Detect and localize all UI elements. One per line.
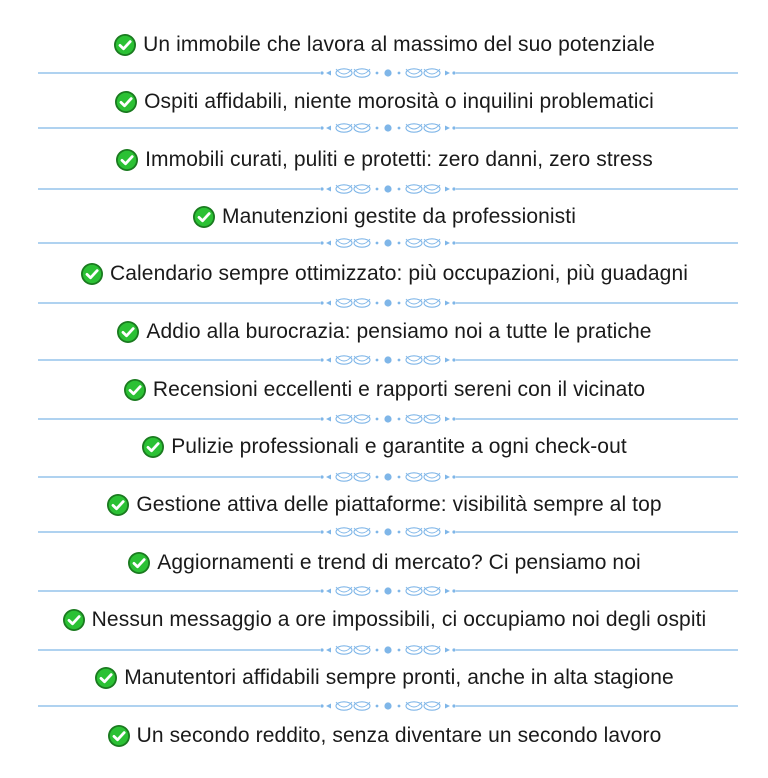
ornament-divider: [38, 121, 738, 135]
ornament-divider: [38, 296, 738, 310]
item-text: Aggiornamenti e trend di mercato? Ci pensiamo noi: [157, 551, 641, 574]
item-text: Manutenzioni gestite da professionisti: [221, 205, 576, 228]
check-circle-icon: [115, 148, 139, 172]
item-text: Ospiti affidabili, niente morosità o inquilini problematici: [144, 90, 654, 113]
list-item: [0, 145, 768, 175]
check-circle-icon: [107, 724, 131, 748]
item-text: Pulizie professionali e garantite a ogni check-out: [171, 435, 627, 458]
ornament-divider: [38, 353, 738, 367]
ornament-divider: [38, 66, 738, 80]
list-item: [0, 317, 768, 347]
list-item: [0, 30, 768, 60]
item-text: Gestione attiva delle piattaforme: visibilità sempre al top: [136, 493, 662, 516]
divider-ornament-icon: [38, 643, 738, 657]
divider-ornament-icon: [38, 584, 738, 598]
ornament-divider: [38, 470, 738, 484]
list-item: [0, 663, 768, 693]
check-circle-icon: [127, 551, 151, 575]
ornament-divider: [38, 699, 738, 713]
list-item: [0, 490, 768, 520]
item-text: Nessun messaggio a ore impossibili, ci occupiamo noi degli ospiti: [91, 608, 707, 631]
divider-ornament-icon: [38, 236, 738, 250]
divider-ornament-icon: [38, 296, 738, 310]
ornament-divider: [38, 643, 738, 657]
item-text: Addio alla burocrazia: pensiamo noi a tutte le pratiche: [146, 320, 652, 343]
divider-ornament-icon: [38, 353, 738, 367]
list-item: [0, 548, 768, 578]
check-circle-icon: [106, 493, 130, 517]
check-circle-icon: [116, 320, 140, 344]
list-item: [0, 605, 768, 635]
ornament-divider: [38, 412, 738, 426]
list-item: [0, 259, 768, 289]
divider-ornament-icon: [38, 121, 738, 135]
item-text: Calendario sempre ottimizzato: più occupazioni, più guadagni: [109, 262, 688, 285]
divider-ornament-icon: [38, 699, 738, 713]
item-text: Manutentori affidabili sempre pronti, anche in alta stagione: [124, 666, 674, 689]
check-circle-icon: [141, 435, 165, 459]
check-circle-icon: [113, 33, 137, 57]
item-text: Un secondo reddito, senza diventare un secondo lavoro: [136, 724, 662, 747]
list-item: [0, 202, 768, 232]
list-item: [0, 375, 768, 405]
check-circle-icon: [114, 90, 138, 114]
check-circle-icon: [94, 666, 118, 690]
divider-ornament-icon: [38, 470, 738, 484]
check-circle-icon: [62, 608, 86, 632]
list-item: [0, 87, 768, 117]
divider-ornament-icon: [38, 182, 738, 196]
ornament-divider: [38, 525, 738, 539]
divider-ornament-icon: [38, 66, 738, 80]
check-circle-icon: [80, 262, 104, 286]
check-circle-icon: [123, 378, 147, 402]
divider-ornament-icon: [38, 412, 738, 426]
ornament-divider: [38, 182, 738, 196]
check-circle-icon: [192, 205, 216, 229]
divider-ornament-icon: [38, 525, 738, 539]
item-text: Immobili curati, puliti e protetti: zero danni, zero stress: [145, 148, 653, 171]
list-item: [0, 721, 768, 751]
list-item: [0, 432, 768, 462]
item-text: Un immobile che lavora al massimo del suo potenziale: [143, 33, 655, 56]
ornament-divider: [38, 236, 738, 250]
ornament-divider: [38, 584, 738, 598]
item-text: Recensioni eccellenti e rapporti sereni con il vicinato: [152, 378, 646, 401]
